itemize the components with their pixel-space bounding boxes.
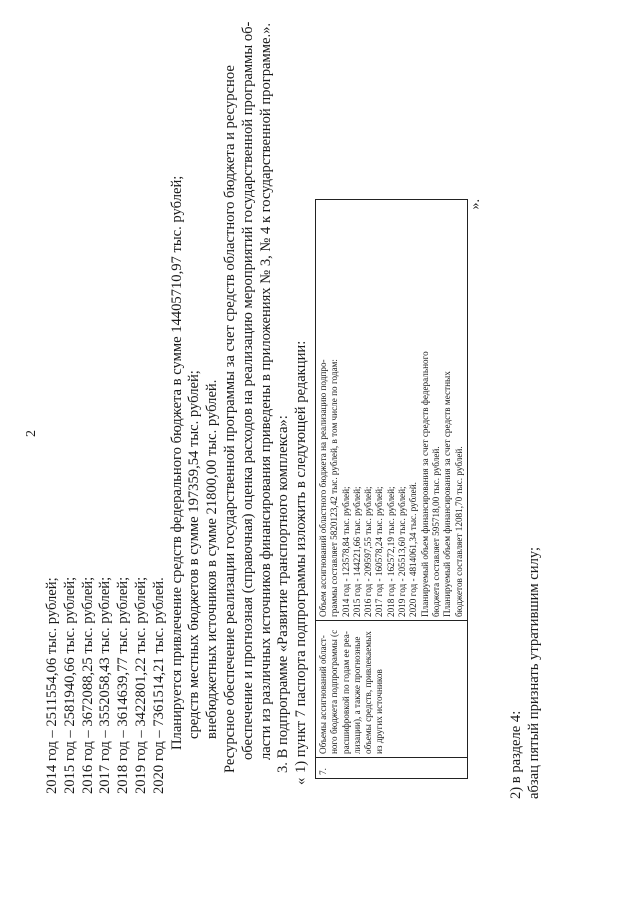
row-value-line: 2018 год - 162572,19 тыс. рублей; bbox=[385, 486, 396, 617]
budget-line: 2018 год – 3614639,77 тыс. рублей; bbox=[115, 576, 132, 794]
budget-line: 2014 год – 2511554,06 тыс. рублей; bbox=[44, 577, 60, 794]
paragraph-local-funds: средств местных бюджетов в сумме 197359,54 тыс. рублей; bbox=[186, 370, 203, 739]
paragraph-line: ласти из различных источников финансирования приведены в приложениях № 3, № 4 к государственной программе.». bbox=[257, 22, 274, 760]
row-name-line: лизации), а также прогнозные bbox=[351, 636, 362, 754]
row-value-line: 2016 год - 209597,55 тыс. рублей; bbox=[363, 486, 374, 617]
row-number: 7. bbox=[315, 758, 467, 779]
paragraph-extrabudgetary-funds: внебюджетных источников в сумме 21800,00 тыс. рублей. bbox=[204, 379, 221, 739]
row-value-line: 2019 год - 205513,60 тыс. рублей; bbox=[397, 486, 408, 617]
row-name-cell bbox=[315, 621, 467, 758]
table-row bbox=[315, 200, 467, 779]
section-3-heading: 3. В подпрограмме «Развитие транспортного комплекса»: bbox=[275, 415, 292, 773]
row-value-line: Планируемый объем финансирования за счет средств местных bbox=[442, 371, 453, 617]
open-quote: « bbox=[293, 777, 310, 785]
budget-by-year-list bbox=[44, 93, 169, 863]
row-value-line: Планируемый объем финансирования за счет средств федерального bbox=[419, 351, 430, 617]
paragraph-federal-funds: Планируется привлечение средств федерального бюджета в сумме 14405710,97 тыс. рублей; bbox=[168, 175, 185, 750]
row-value-line: 2017 год - 160578,24 тыс. рублей; bbox=[374, 486, 385, 617]
item-1-text: 1) пункт 7 паспорта подпрограммы изложить в следующей редакции: bbox=[293, 340, 310, 773]
row-value-line: 2014 год - 123578,84 тыс. рублей; bbox=[340, 486, 351, 617]
row-value-line: бюджета составляет 595718,00 тыс. рублей. bbox=[430, 446, 441, 617]
paragraph-resource-provision bbox=[221, 21, 275, 863]
item-2-text: абзац пятый признать утратившим силу; bbox=[525, 546, 542, 799]
budget-line: 2017 год – 3552058,43 тыс. рублей; bbox=[97, 576, 114, 794]
close-quote: ». bbox=[467, 199, 483, 210]
row-name-line: из других источников bbox=[374, 669, 385, 754]
paragraph-line: обеспечение и прогнозная (справочная) оценка расходов на реализацию мероприятий государственной программы об- bbox=[239, 21, 256, 760]
row-value-line: граммы составляет 5820123,42 тыс. рублей, в том числе по годам: bbox=[329, 359, 340, 617]
row-value-line: 2020 год - 4814061,34 тыс. рублей. bbox=[408, 482, 419, 617]
paragraph-line: Ресурсное обеспечение реализации государственной программы за счет средств областного бюджета и ресурсное bbox=[221, 65, 238, 773]
row-name-line: ного бюджета подпрограммы (с bbox=[329, 629, 340, 754]
budget-line: 2020 год – 7361514,21 тыс. рублей. bbox=[150, 577, 167, 794]
budget-line: 2015 год – 2581940,66 тыс. рублей; bbox=[61, 576, 78, 794]
budget-line: 2019 год – 3422801,22 тыс. рублей; bbox=[132, 576, 149, 794]
item-2: 2) в разделе 4: bbox=[507, 710, 524, 799]
row-name-line: объемы средств, привлекаемых bbox=[363, 631, 374, 754]
passport-table bbox=[315, 199, 468, 779]
row-value-line: Объем ассигнований областного бюджета на реализацию подпро- bbox=[317, 359, 328, 617]
row-name-line: расшифровкой по годам ее реа- bbox=[340, 631, 351, 754]
document-body bbox=[44, 21, 543, 863]
row-name-line: Объемы ассигнований област- bbox=[317, 635, 328, 754]
page-number: 2 bbox=[24, 430, 39, 437]
item-1 bbox=[293, 93, 311, 863]
budget-line: 2016 год – 3672088,25 тыс. рублей; bbox=[79, 576, 96, 794]
row-value-line: бюджетов составляет 12081,70 тыс. рублей. bbox=[453, 446, 464, 617]
row-value-line: 2015 год - 144221,66 тыс. рублей; bbox=[351, 486, 362, 617]
row-value-cell bbox=[315, 200, 467, 621]
